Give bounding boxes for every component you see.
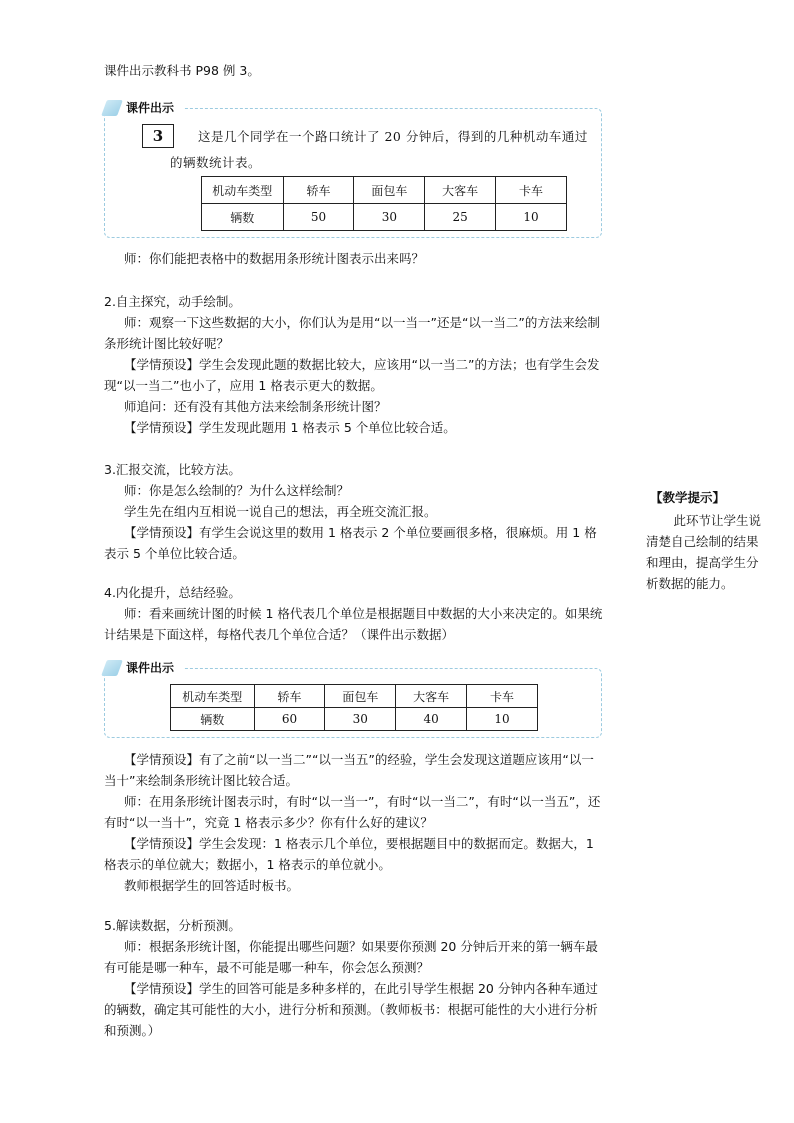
section-4-p2: 【学情预设】有了之前“以一当二”“以一当五”的经验，学生会发现这道题应该用“以一当十”来绘制条形统计图比较合适。 — [104, 752, 594, 788]
section-4-p1: 师：看来画统计图的时候 1 格代表几个单位是根据题目中数据的大小来决定的。如果统计结果是下面这样，每格代表几个单位合适？（课件出示数据） — [104, 606, 603, 642]
data-table-2 — [170, 684, 538, 731]
section-3-p2: 学生先在组内互相说一说自己的想法，再全班交流汇报。 — [124, 504, 437, 519]
section-2-p4: 【学情预设】学生发现此题用 1 格表示 5 个单位比较合适。 — [124, 420, 456, 435]
table-header-cell: 轿车 — [283, 177, 354, 204]
section-2-p2: 【学情预设】学生会发现此题的数据比较大，应该用“以一当二”的方法；也有学生会发现“以一当二”也小了，应用 1 格表示更大的数据。 — [104, 357, 600, 393]
section-2-p1: 师：观察一下这些数据的大小，你们认为是用“以一当一”还是“以一当二”的方法来绘制条形统计图比较好呢？ — [104, 315, 600, 351]
table-header-cell: 大客车 — [396, 685, 467, 708]
section-4-p4: 【学情预设】学生会发现：1 格表示几个单位，要根据题目中的数据而定。数据大，1 格表示的单位就大；数据小，1 格表示的单位就小。 — [104, 836, 594, 872]
section-5-p1: 师：根据条形统计图，你能提出哪些问题？如果要你预测 20 分钟后开来的第一辆车最有可能是哪一种车，最不可能是哪一种车，你会怎么预测？ — [104, 939, 598, 975]
table-header-cell: 轿车 — [254, 685, 325, 708]
table-header-cell: 卡车 — [467, 685, 538, 708]
section-4-title: 4.内化提升，总结经验。 — [104, 585, 241, 600]
section-5-title: 5.解读数据，分析预测。 — [104, 918, 241, 933]
table-header-row — [202, 177, 567, 204]
table-header-cell: 机动车类型 — [171, 685, 255, 708]
table-cell: 30 — [354, 204, 425, 231]
section-3-title: 3.汇报交流，比较方法。 — [104, 462, 241, 477]
example-text: 这是几个同学在一个路口统计了 20 分钟后，得到的几种机动车通过的辆数统计表。 — [170, 129, 588, 170]
table-cell: 40 — [396, 708, 467, 731]
table-row — [171, 708, 538, 731]
table-cell: 10 — [467, 708, 538, 731]
table-row-label: 辆数 — [171, 708, 255, 731]
table-header-row — [171, 685, 538, 708]
section-3-p3: 【学情预设】有学生会说这里的数用 1 格表示 2 个单位要画很多格，很麻烦。用 1 格表示 5 个单位比较合适。 — [104, 525, 597, 561]
section-4-p5: 教师根据学生的回答适时板书。 — [124, 878, 300, 893]
intro-line: 课件出示教科书 P98 例 3。 — [104, 63, 260, 78]
sidebar-text: 此环节让学生说清楚自己绘制的结果和理由，提高学生分析数据的能力。 — [646, 513, 762, 591]
table-cell: 30 — [325, 708, 396, 731]
courseware-tag-1: 课件出示 — [112, 98, 184, 118]
section-3-p1: 师：你是怎么绘制的？为什么这样绘制？ — [124, 483, 350, 498]
table-header-cell: 大客车 — [425, 177, 496, 204]
section-2-title: 2.自主探究，动手绘制。 — [104, 294, 241, 309]
table-cell: 60 — [254, 708, 325, 731]
section-5-p2: 【学情预设】学生的回答可能是多种多样的，在此引导学生根据 20 分钟内各种车通过的辆数，确定其可能性的大小，进行分析和预测。（教师板书：根据可能性的大小进行分析和预测。） — [104, 981, 598, 1038]
courseware-tag-2: 课件出示 — [112, 658, 184, 678]
table-cell: 25 — [425, 204, 496, 231]
table-header-cell: 面包车 — [354, 177, 425, 204]
table-cell: 50 — [283, 204, 354, 231]
table-row-label: 辆数 — [202, 204, 284, 231]
example-number: 3 — [142, 124, 174, 148]
section-4-p3: 师：在用条形统计图表示时，有时“以一当一”，有时“以一当二”，有时“以一当五”，还有时“以一当十”，究竟 1 格表示多少？你有什么好的建议？ — [104, 794, 601, 830]
table-header-cell: 机动车类型 — [202, 177, 284, 204]
table-row — [202, 204, 567, 231]
section-2-p3: 师追问：还有没有其他方法来绘制条形统计图？ — [124, 399, 387, 414]
table-header-cell: 卡车 — [496, 177, 567, 204]
table-cell: 10 — [496, 204, 567, 231]
teacher-question-1: 师：你们能把表格中的数据用条形统计图表示出来吗？ — [124, 251, 425, 266]
data-table-1 — [201, 176, 567, 231]
table-header-cell: 面包车 — [325, 685, 396, 708]
sidebar-title: 【教学提示】 — [650, 490, 726, 505]
